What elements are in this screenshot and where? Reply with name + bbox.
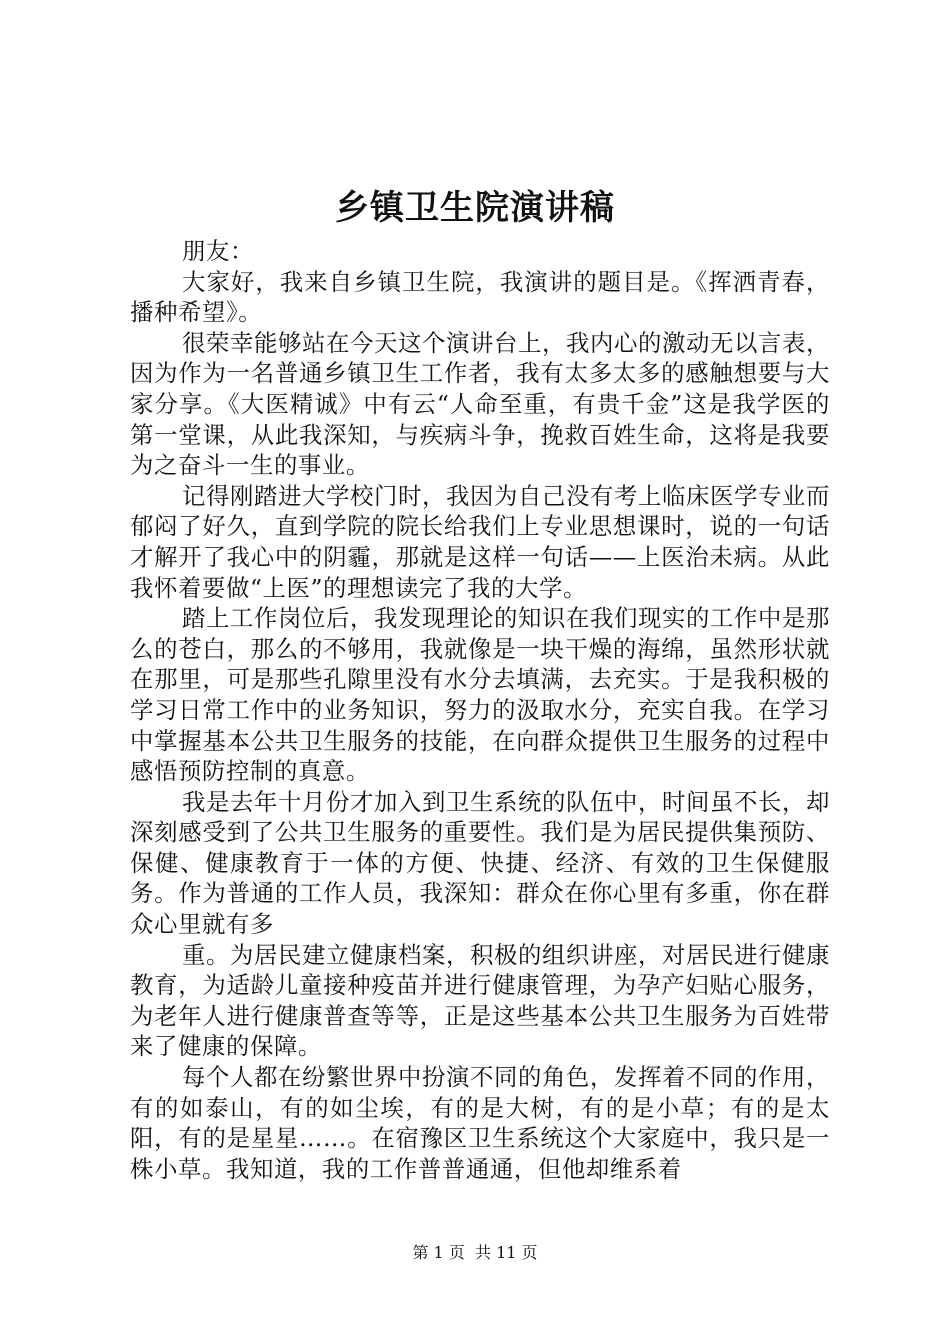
paragraph-college-memory: 记得刚踏进大学校门时，我因为自己没有考上临床医学专业而郁闷了好久，直到学院的院长给我们上专业思想课时，说的一句话才解开了我心中的阴霾，那就是这样一句话——上医治未病。从此我怀着要做“上医”的理想读完了我的大学。 bbox=[130, 481, 830, 602]
paragraph-introduction: 很荣幸能够站在今天这个演讲台上，我内心的激动无以言表，因为作为一名普通乡镇卫生工作者，我有太多太多的感触想要与大家分享。《大医精诚》中有云“人命至重，有贵千金”这是我学医的第一堂课，从此我深知，与疾病斗争，挽救百姓生命，这将是我要为之奋斗一生的事业。 bbox=[130, 328, 830, 480]
page-title: 乡镇卫生院演讲稿 bbox=[335, 188, 615, 228]
paragraph-roles: 每个人都在纷繁世界中扮演不同的角色，发挥着不同的作用，有的如泰山，有的如尘埃，有的是大树，有的是小草；有的是太阳，有的是星星……。在宿豫区卫生系统这个大家庭中，我只是一株小草。我知道，我的工作普普通通，但他却维系着 bbox=[130, 1063, 830, 1183]
paragraph-work-learning: 踏上工作岗位后，我发现理论的知识在我们现实的工作中是那么的苍白，那么的不够用，我就像是一块干燥的海绵，虽然形状就在那里，可是那些孔隙里没有水分去填满，去充实。于是我积极的学习日常工作中的业务知识，努力的汲取水分，充实自我。在学习中掌握基本公共卫生服务的技能，在向群众提供卫生服务的过程中感悟预防控制的真意。 bbox=[130, 604, 830, 786]
paragraph-health-services: 重。为居民建立健康档案，积极的组织讲座，对居民进行健康教育，为适龄儿童接种疫苗并进行健康管理，为孕产妇贴心服务，为老年人进行健康普查等等，正是这些基本公共卫生服务为百姓带来了健康的保障。 bbox=[130, 940, 830, 1061]
page-footer bbox=[0, 1243, 950, 1263]
paragraph-greeting: 大家好，我来自乡镇卫生院，我演讲的题目是。《挥洒青春，播种希望》。 bbox=[130, 267, 830, 327]
paragraph-salutation: 朋友： bbox=[182, 237, 254, 265]
page-number-label: 第 1 页 共 11 页 bbox=[412, 1243, 538, 1262]
paragraph-public-health: 我是去年十月份才加入到卫生系统的队伍中，时间虽不长，却深刻感受到了公共卫生服务的重要性。我们是为居民提供集预防、保健、健康教育于一体的方便、快捷、经济、有效的卫生保健服务。作为普通的工作人员，我深知：群众在你心里有多重，你在群众心里就有多 bbox=[130, 787, 830, 939]
document-body bbox=[130, 236, 830, 1184]
